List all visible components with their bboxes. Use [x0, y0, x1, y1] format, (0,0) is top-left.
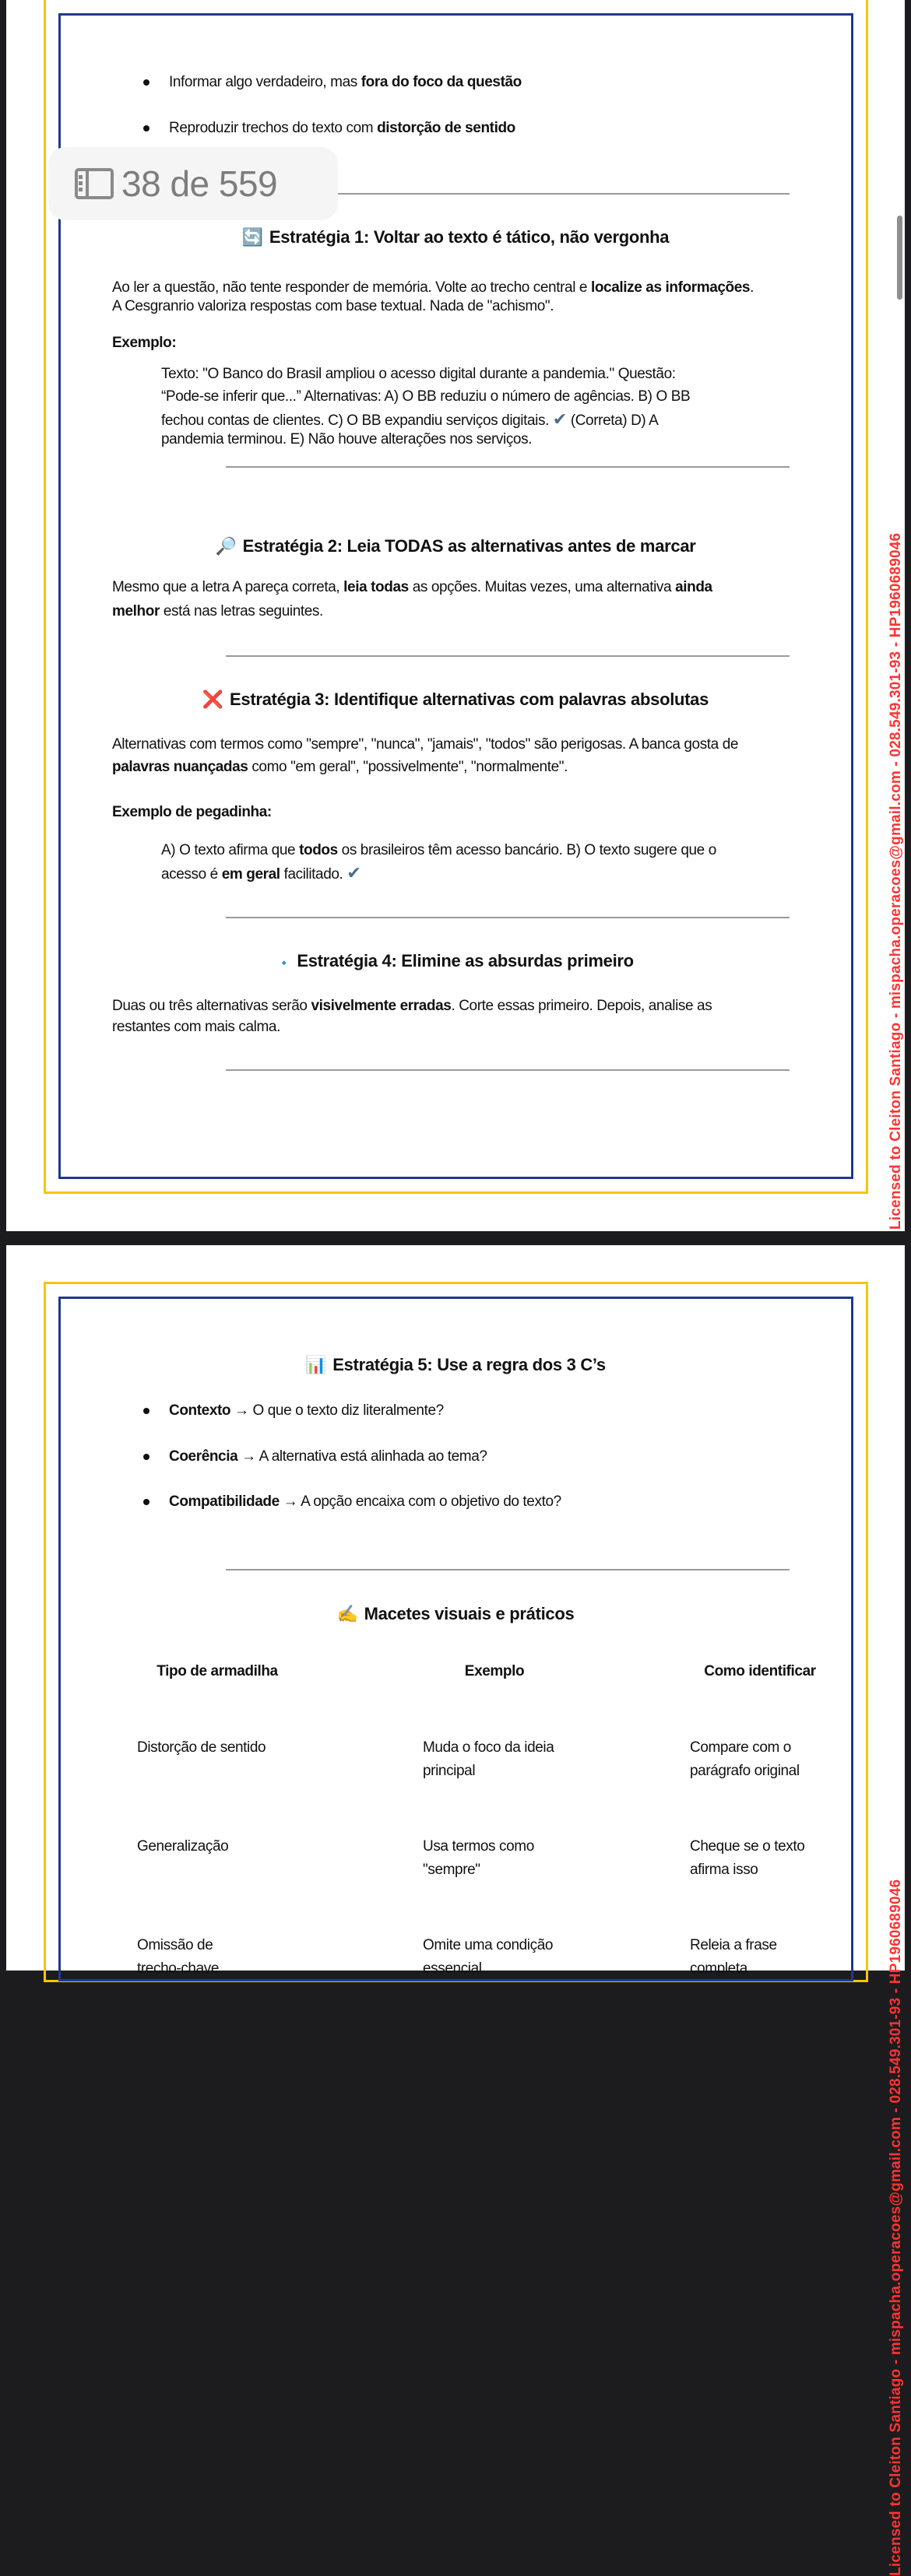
- bullet-icon: [143, 1454, 149, 1460]
- bullet-bold: distorção de sentido: [377, 120, 515, 136]
- arrows-cycle-icon: 🔄: [241, 227, 263, 247]
- bullet-icon: [143, 1408, 149, 1414]
- check-icon: ✔: [346, 863, 361, 883]
- table-cell-line: "sempre": [423, 1862, 480, 1878]
- bullet-item: Compatibilidade → A opção encaixa com o objetivo do texto?: [169, 1493, 561, 1510]
- table-cell-line: Omite uma condição: [423, 1937, 554, 1953]
- divider: [226, 466, 790, 468]
- example-line: Texto: "O Banco do Brasil ampliou o acesso digital durante a pandemia." Questão:: [161, 366, 676, 382]
- bullet-text: Reproduzir trechos do texto com: [169, 120, 378, 136]
- example-line: “Pode-se inferir que...” Alternativas: A) O BB reduziu o número de agências. B) O BB: [161, 388, 691, 405]
- heading-text: Estratégia 3: Identifique alternativas com palavras absolutas: [230, 690, 709, 709]
- heading-text: Macetes visuais e práticos: [364, 1604, 575, 1623]
- paragraph: Mesmo que a letra A pareça correta, leia todas as opções. Muitas vezes, uma alternativa ainda: [112, 579, 712, 595]
- example-line: fechou contas de clientes. C) O BB expandiu serviços digitais. ✔ (Correta) D) A: [161, 409, 659, 429]
- table-cell-line: principal: [423, 1763, 476, 1779]
- paragraph: restantes com mais calma.: [112, 1019, 280, 1035]
- paragraph: Duas ou três alternativas serão visivelmente erradas. Corte essas primeiro. Depois, analise as: [112, 998, 712, 1014]
- scrollbar[interactable]: [897, 216, 902, 300]
- sidebar-icon: [75, 168, 114, 199]
- example-line: acesso é em geral facilitado. ✔: [161, 863, 361, 883]
- bullet-item: [169, 119, 515, 138]
- table-cell-line: parágrafo original: [690, 1763, 800, 1779]
- strategy-3-heading: [0, 689, 911, 711]
- bar-chart-icon: 📊: [305, 1355, 327, 1374]
- paragraph: palavras nuançadas como "em geral", "possivelmente", "normalmente".: [112, 759, 568, 775]
- macetes-heading: [0, 1603, 911, 1625]
- table-cell-line: Omissão de: [137, 1937, 213, 1953]
- column-header: Como identificar: [704, 1663, 816, 1679]
- page-indicator-text: 38 de 559: [121, 163, 278, 204]
- strategy-5-heading: [0, 1354, 911, 1376]
- bullet-item: Contexto → O que o texto diz literalmente?: [169, 1402, 444, 1419]
- bullet-icon: [143, 79, 149, 86]
- heading-text: Estratégia 1: Voltar ao texto é tático, não vergonha: [269, 227, 670, 247]
- table-cell-line: essencial: [423, 1960, 482, 1977]
- paragraph: Alternativas com termos como "sempre", "nunca", "jamais", "todos" são perigosas. A banca gosta de: [112, 736, 739, 753]
- bullet-text: Informar algo verdadeiro, mas: [169, 74, 361, 90]
- bullet-bold: fora do foco da questão: [361, 74, 522, 90]
- column-header: Tipo de armadilha: [157, 1663, 278, 1679]
- example-label: Exemplo:: [112, 335, 177, 351]
- table-cell-line: Usa termos como: [423, 1838, 534, 1855]
- paragraph: melhor está nas letras seguintes.: [112, 603, 323, 619]
- table-cell-line: Distorção de sentido: [137, 1739, 266, 1756]
- paragraph: Ao ler a questão, não tente responder de memória. Volte ao trecho central e localize as informações.: [112, 279, 754, 296]
- table-cell-line: completa: [690, 1960, 747, 1977]
- example-line: pandemia terminou. E) Não houve alterações nos serviços.: [161, 431, 533, 447]
- table-cell-line: trecho-chave: [137, 1960, 220, 1977]
- divider: [338, 193, 790, 195]
- table-cell-line: Compare com o: [690, 1739, 791, 1756]
- blue-diamond-icon: 🔹: [277, 956, 291, 969]
- example-line: A) O texto afirma que todos os brasileiros têm acesso bancário. B) O texto sugere que o: [161, 842, 716, 858]
- strategy-4-heading: [0, 950, 911, 974]
- bullet-item: Coerência → A alternativa está alinhada ao tema?: [169, 1448, 487, 1465]
- table-cell-line: Muda o foco da ideia: [423, 1739, 554, 1756]
- license-watermark: Licensed to Cleiton Santiago - mispacha.operacoes@gmail.com - 028.549.301-93 - HP1960689046: [888, 1879, 904, 2576]
- license-watermark: Licensed to Cleiton Santiago - mispacha.operacoes@gmail.com - 028.549.301-93 - HP1960689046: [888, 532, 904, 1230]
- paragraph: A Cesgranrio valoriza respostas com base textual. Nada de "achismo".: [112, 298, 554, 314]
- bullet-icon: [143, 125, 149, 132]
- strategy-1-heading: [0, 226, 911, 248]
- writing-hand-icon: ✍️: [336, 1604, 358, 1623]
- divider: [226, 1069, 790, 1071]
- bullet-icon: [143, 1499, 149, 1505]
- divider: [226, 655, 790, 657]
- heading-text: Estratégia 4: Elimine as absurdas primeiro: [297, 951, 634, 970]
- heading-text: Estratégia 2: Leia TODAS as alternativas antes de marcar: [242, 536, 696, 556]
- example-label: Exemplo de pegadinha:: [112, 804, 272, 820]
- check-icon: ✔: [552, 409, 567, 429]
- table-cell-line: Generalização: [137, 1838, 229, 1855]
- divider: [226, 1569, 790, 1571]
- heading-text: Estratégia 5: Use a regra dos 3 C’s: [332, 1355, 606, 1374]
- table-cell-line: afirma isso: [690, 1862, 758, 1878]
- table-cell-line: Cheque se o texto: [690, 1838, 805, 1855]
- divider: [226, 917, 790, 918]
- magnifier-icon: 🔎: [215, 536, 237, 556]
- table-cell-line: Releia a frase: [690, 1937, 777, 1953]
- page-indicator[interactable]: [48, 147, 338, 220]
- cross-mark-icon: ❌: [202, 690, 224, 709]
- column-header: Exemplo: [464, 1663, 525, 1679]
- bullet-item: [169, 73, 522, 92]
- strategy-2-heading: [0, 535, 911, 557]
